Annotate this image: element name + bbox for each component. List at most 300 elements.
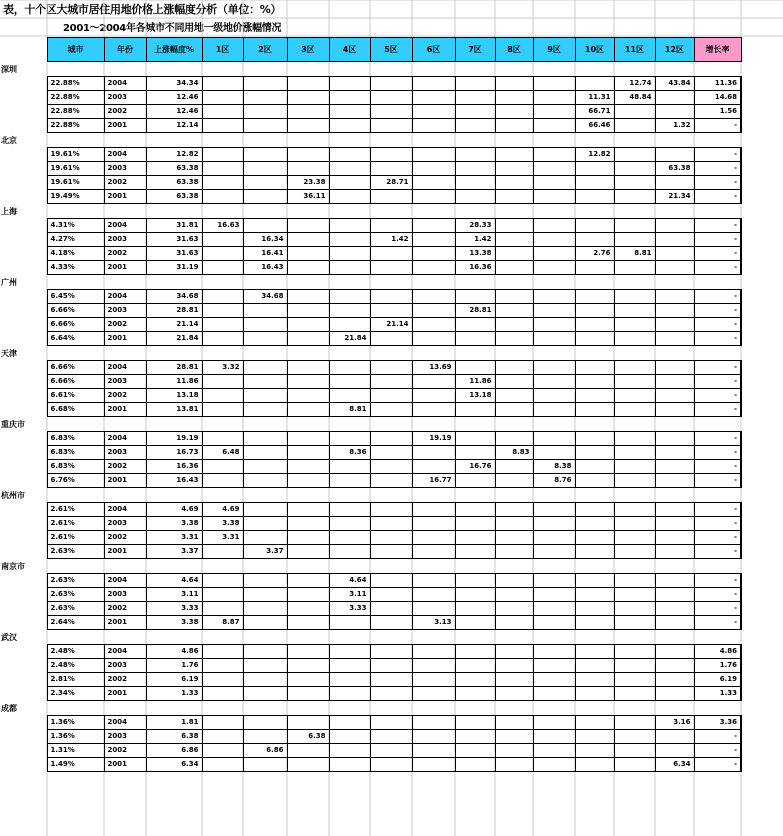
empty-cell — [694, 559, 741, 574]
empty-cell — [47, 701, 104, 716]
table-cell: 3.11 — [146, 588, 202, 602]
empty-cell — [47, 275, 104, 290]
table-cell — [370, 91, 412, 105]
table-row — [0, 517, 741, 531]
empty-cell — [533, 701, 575, 716]
column-header: 3区 — [287, 38, 329, 62]
empty-cell — [575, 559, 614, 574]
table-row — [0, 616, 741, 630]
table-cell — [287, 588, 329, 602]
table-cell — [614, 687, 655, 701]
empty-cell — [533, 630, 575, 645]
table-cell: - — [694, 503, 741, 517]
empty-cell — [655, 630, 694, 645]
table-cell: 2001 — [104, 190, 146, 204]
empty-cell — [455, 275, 495, 290]
table-cell: 34.34 — [146, 77, 202, 91]
table-cell: 1.42 — [370, 233, 412, 247]
table-cell: 2004 — [104, 361, 146, 375]
table-cell: 6.34 — [146, 758, 202, 772]
empty-cell — [47, 488, 104, 503]
table-cell — [575, 446, 614, 460]
table-cell — [370, 659, 412, 673]
empty-cell — [287, 701, 329, 716]
empty-cell — [146, 275, 202, 290]
table-cell — [287, 233, 329, 247]
table-cell — [202, 588, 243, 602]
empty-cell — [47, 559, 104, 574]
table-cell — [455, 474, 495, 488]
empty-cell — [412, 204, 455, 219]
table-cell — [287, 659, 329, 673]
empty-cell — [575, 133, 614, 148]
table-cell — [533, 247, 575, 261]
row-spacer — [0, 290, 47, 304]
table-cell — [287, 531, 329, 545]
table-cell: 31.63 — [146, 233, 202, 247]
empty-cell — [575, 630, 614, 645]
table-cell: 4.64 — [146, 574, 202, 588]
table-cell: 2.63% — [47, 602, 104, 616]
table-cell: 2003 — [104, 730, 146, 744]
table-cell — [243, 659, 287, 673]
table-cell — [243, 588, 287, 602]
empty-cell — [370, 62, 412, 77]
row-spacer — [0, 517, 47, 531]
table-cell — [533, 744, 575, 758]
table-cell — [533, 190, 575, 204]
table-cell — [533, 446, 575, 460]
table-cell — [495, 219, 533, 233]
table-cell — [575, 432, 614, 446]
table-cell — [202, 162, 243, 176]
empty-cell — [329, 559, 370, 574]
table-cell — [495, 602, 533, 616]
empty-cell — [694, 346, 741, 361]
table-cell: 1.81 — [146, 716, 202, 730]
empty-cell — [287, 62, 329, 77]
table-cell — [614, 332, 655, 346]
table-cell — [495, 744, 533, 758]
table-cell — [495, 162, 533, 176]
table-row — [0, 247, 741, 261]
table-cell — [243, 176, 287, 190]
table-cell — [575, 673, 614, 687]
table-cell — [243, 219, 287, 233]
table-cell — [575, 517, 614, 531]
table-cell: 4.64 — [329, 574, 370, 588]
table-cell — [243, 616, 287, 630]
table-cell — [370, 389, 412, 403]
table-cell — [455, 290, 495, 304]
table-cell — [329, 730, 370, 744]
empty-cell — [575, 346, 614, 361]
table-cell — [614, 233, 655, 247]
table-cell — [287, 432, 329, 446]
table-cell: 3.33 — [146, 602, 202, 616]
table-cell: 2004 — [104, 645, 146, 659]
empty-cell — [202, 417, 243, 432]
table-cell — [495, 375, 533, 389]
table-cell: 2002 — [104, 176, 146, 190]
table-cell: 6.38 — [287, 730, 329, 744]
table-cell — [655, 744, 694, 758]
table-cell: 23.38 — [287, 176, 329, 190]
table-cell — [575, 716, 614, 730]
table-cell: 2002 — [104, 389, 146, 403]
table-cell — [533, 375, 575, 389]
table-cell — [287, 119, 329, 133]
table-cell: 1.49% — [47, 758, 104, 772]
table-cell: 2002 — [104, 247, 146, 261]
table-cell — [329, 105, 370, 119]
empty-cell — [104, 62, 146, 77]
table-cell — [329, 503, 370, 517]
empty-cell — [614, 488, 655, 503]
table-cell: - — [694, 332, 741, 346]
table-cell: 6.83% — [47, 432, 104, 446]
table-cell: 1.42 — [455, 233, 495, 247]
empty-cell — [455, 559, 495, 574]
table-cell — [655, 474, 694, 488]
empty-cell — [533, 133, 575, 148]
table-cell — [533, 403, 575, 417]
table-row — [0, 332, 741, 346]
empty-cell — [614, 133, 655, 148]
table-cell — [655, 105, 694, 119]
table-cell: - — [694, 574, 741, 588]
empty-cell — [287, 133, 329, 148]
table-cell — [370, 744, 412, 758]
table-cell: - — [694, 176, 741, 190]
empty-cell — [455, 204, 495, 219]
table-cell — [533, 730, 575, 744]
empty-cell — [370, 133, 412, 148]
table-cell — [655, 446, 694, 460]
table-cell — [533, 503, 575, 517]
row-spacer — [0, 446, 47, 460]
row-spacer — [0, 162, 47, 176]
table-cell: 2004 — [104, 574, 146, 588]
empty-cell — [533, 559, 575, 574]
table-cell — [370, 375, 412, 389]
empty-cell — [412, 133, 455, 148]
table-cell: 2001 — [104, 758, 146, 772]
table-cell: 16.77 — [412, 474, 455, 488]
table-cell — [370, 474, 412, 488]
table-cell — [655, 645, 694, 659]
row-spacer — [0, 588, 47, 602]
table-cell — [202, 375, 243, 389]
table-cell — [455, 716, 495, 730]
table-cell — [575, 730, 614, 744]
table-cell: 63.38 — [146, 190, 202, 204]
table-cell — [533, 545, 575, 559]
empty-cell — [455, 346, 495, 361]
table-cell: 63.38 — [146, 162, 202, 176]
table-cell — [412, 673, 455, 687]
table-cell — [412, 375, 455, 389]
table-cell: 19.61% — [47, 148, 104, 162]
table-cell — [202, 403, 243, 417]
empty-cell — [495, 275, 533, 290]
table-cell: 2001 — [104, 616, 146, 630]
table-cell: 2004 — [104, 503, 146, 517]
column-header: 7区 — [455, 38, 495, 62]
row-spacer — [0, 148, 47, 162]
table-cell — [329, 176, 370, 190]
table-cell — [655, 176, 694, 190]
table-cell — [533, 602, 575, 616]
table-cell — [495, 261, 533, 275]
table-cell — [614, 673, 655, 687]
table-cell: 2001 — [104, 261, 146, 275]
table-cell — [329, 687, 370, 701]
table-cell: 1.32 — [655, 119, 694, 133]
table-cell — [614, 716, 655, 730]
table-cell: 3.33 — [329, 602, 370, 616]
table-cell — [495, 687, 533, 701]
city-group-row — [0, 630, 741, 645]
table-cell — [455, 730, 495, 744]
table-cell — [202, 744, 243, 758]
table-cell: 1.36% — [47, 716, 104, 730]
table-cell — [202, 233, 243, 247]
table-cell — [533, 616, 575, 630]
table-cell: - — [694, 446, 741, 460]
table-cell — [495, 545, 533, 559]
table-cell: 6.64% — [47, 332, 104, 346]
row-spacer — [0, 247, 47, 261]
table-cell: 16.43 — [243, 261, 287, 275]
table-cell: 6.86 — [146, 744, 202, 758]
empty-cell — [614, 630, 655, 645]
table-cell — [329, 389, 370, 403]
table-cell: 6.38 — [146, 730, 202, 744]
table-cell — [412, 261, 455, 275]
row-spacer — [0, 261, 47, 275]
table-cell: 2002 — [104, 602, 146, 616]
table-cell — [575, 503, 614, 517]
table-cell — [575, 545, 614, 559]
table-cell: - — [694, 460, 741, 474]
table-cell — [575, 176, 614, 190]
table-cell: 6.61% — [47, 389, 104, 403]
table-cell — [495, 361, 533, 375]
table-cell: 11.36 — [694, 77, 741, 91]
city-label: 南京市 — [1, 561, 25, 571]
table-cell — [533, 261, 575, 275]
table-cell — [329, 645, 370, 659]
table-cell: 4.18% — [47, 247, 104, 261]
table-cell: 2001 — [104, 687, 146, 701]
table-cell — [575, 758, 614, 772]
table-cell — [614, 588, 655, 602]
table-cell: - — [694, 162, 741, 176]
column-header: 8区 — [495, 38, 533, 62]
city-group-row — [0, 62, 741, 77]
table-row — [0, 673, 741, 687]
table-cell — [614, 119, 655, 133]
table-row — [0, 460, 741, 474]
table-cell: 22.88% — [47, 105, 104, 119]
empty-cell — [455, 630, 495, 645]
row-spacer — [0, 105, 47, 119]
empty-cell — [104, 701, 146, 716]
table-cell: 13.81 — [146, 403, 202, 417]
empty-cell — [47, 133, 104, 148]
empty-cell — [104, 275, 146, 290]
table-cell — [243, 190, 287, 204]
empty-cell — [412, 488, 455, 503]
table-cell: 4.69 — [146, 503, 202, 517]
table-cell — [655, 233, 694, 247]
table-cell — [533, 389, 575, 403]
table-cell — [202, 659, 243, 673]
table-cell — [287, 503, 329, 517]
city-label: 武汉 — [1, 632, 17, 642]
table-cell — [412, 77, 455, 91]
table-cell — [575, 403, 614, 417]
row-spacer — [0, 645, 47, 659]
table-cell — [329, 290, 370, 304]
table-cell: - — [694, 261, 741, 275]
table-cell — [655, 247, 694, 261]
table-cell — [329, 432, 370, 446]
row-spacer — [0, 233, 47, 247]
table-cell — [495, 474, 533, 488]
table-cell — [243, 77, 287, 91]
table-cell — [495, 673, 533, 687]
table-cell — [455, 517, 495, 531]
empty-cell — [614, 275, 655, 290]
table-cell — [412, 290, 455, 304]
table-cell — [455, 176, 495, 190]
empty-cell — [412, 701, 455, 716]
table-cell: 4.69 — [202, 503, 243, 517]
table-cell — [329, 119, 370, 133]
table-cell — [329, 517, 370, 531]
table-cell: 16.73 — [146, 446, 202, 460]
table-cell: 8.87 — [202, 616, 243, 630]
table-cell: 6.48 — [202, 446, 243, 460]
empty-cell — [655, 417, 694, 432]
table-cell — [243, 460, 287, 474]
table-cell: 11.86 — [455, 375, 495, 389]
table-cell — [202, 318, 243, 332]
empty-cell — [655, 559, 694, 574]
empty-cell — [412, 559, 455, 574]
table-cell: 16.36 — [146, 460, 202, 474]
table-cell — [575, 190, 614, 204]
table-cell — [575, 219, 614, 233]
table-cell — [533, 574, 575, 588]
table-cell — [495, 389, 533, 403]
empty-cell — [146, 488, 202, 503]
table-cell: 6.76% — [47, 474, 104, 488]
table-cell — [533, 91, 575, 105]
table-cell — [614, 176, 655, 190]
table-cell: 6.68% — [47, 403, 104, 417]
table-cell — [329, 233, 370, 247]
table-cell: 2002 — [104, 744, 146, 758]
table-cell — [202, 716, 243, 730]
table-cell — [329, 219, 370, 233]
table-cell — [370, 105, 412, 119]
empty-cell — [533, 62, 575, 77]
table-cell — [533, 659, 575, 673]
empty-cell — [329, 346, 370, 361]
empty-cell — [495, 204, 533, 219]
table-cell — [287, 318, 329, 332]
table-cell: 1.76 — [146, 659, 202, 673]
table-cell — [329, 673, 370, 687]
table-cell — [370, 588, 412, 602]
table-cell: 22.88% — [47, 77, 104, 91]
table-cell: 63.38 — [146, 176, 202, 190]
table-cell — [370, 616, 412, 630]
table-cell — [243, 148, 287, 162]
table-cell — [412, 332, 455, 346]
table-cell: 2001 — [104, 119, 146, 133]
table-cell — [329, 304, 370, 318]
table-cell — [370, 403, 412, 417]
header-spacer — [0, 38, 47, 62]
row-spacer — [0, 176, 47, 190]
city-label: 天津 — [1, 348, 17, 358]
table-cell: 21.14 — [146, 318, 202, 332]
table-cell: 28.33 — [455, 219, 495, 233]
table-cell — [243, 673, 287, 687]
row-spacer — [0, 687, 47, 701]
table-cell — [495, 503, 533, 517]
empty-cell — [370, 204, 412, 219]
table-cell — [287, 758, 329, 772]
table-cell — [202, 645, 243, 659]
table-row — [0, 574, 741, 588]
table-cell — [495, 318, 533, 332]
table-cell: 2.61% — [47, 503, 104, 517]
table-cell: 2001 — [104, 545, 146, 559]
empty-cell — [370, 630, 412, 645]
table-row — [0, 176, 741, 190]
table-cell — [655, 332, 694, 346]
city-label: 北京 — [1, 135, 17, 145]
empty-cell — [287, 204, 329, 219]
table-cell — [202, 91, 243, 105]
table-cell: 6.34 — [655, 758, 694, 772]
table-cell — [614, 744, 655, 758]
table-cell: 13.38 — [455, 247, 495, 261]
table-cell — [575, 588, 614, 602]
table-cell: 31.19 — [146, 261, 202, 275]
table-cell: 2.63% — [47, 574, 104, 588]
table-cell: 19.61% — [47, 162, 104, 176]
table-cell — [533, 432, 575, 446]
table-cell — [202, 77, 243, 91]
table-cell — [614, 616, 655, 630]
empty-cell — [694, 275, 741, 290]
table-row — [0, 375, 741, 389]
table-cell — [202, 304, 243, 318]
table-cell — [455, 332, 495, 346]
table-cell: 3.38 — [202, 517, 243, 531]
table-cell — [329, 460, 370, 474]
empty-cell — [614, 346, 655, 361]
empty-cell — [655, 62, 694, 77]
table-cell: 2003 — [104, 517, 146, 531]
table-cell: - — [694, 616, 741, 630]
